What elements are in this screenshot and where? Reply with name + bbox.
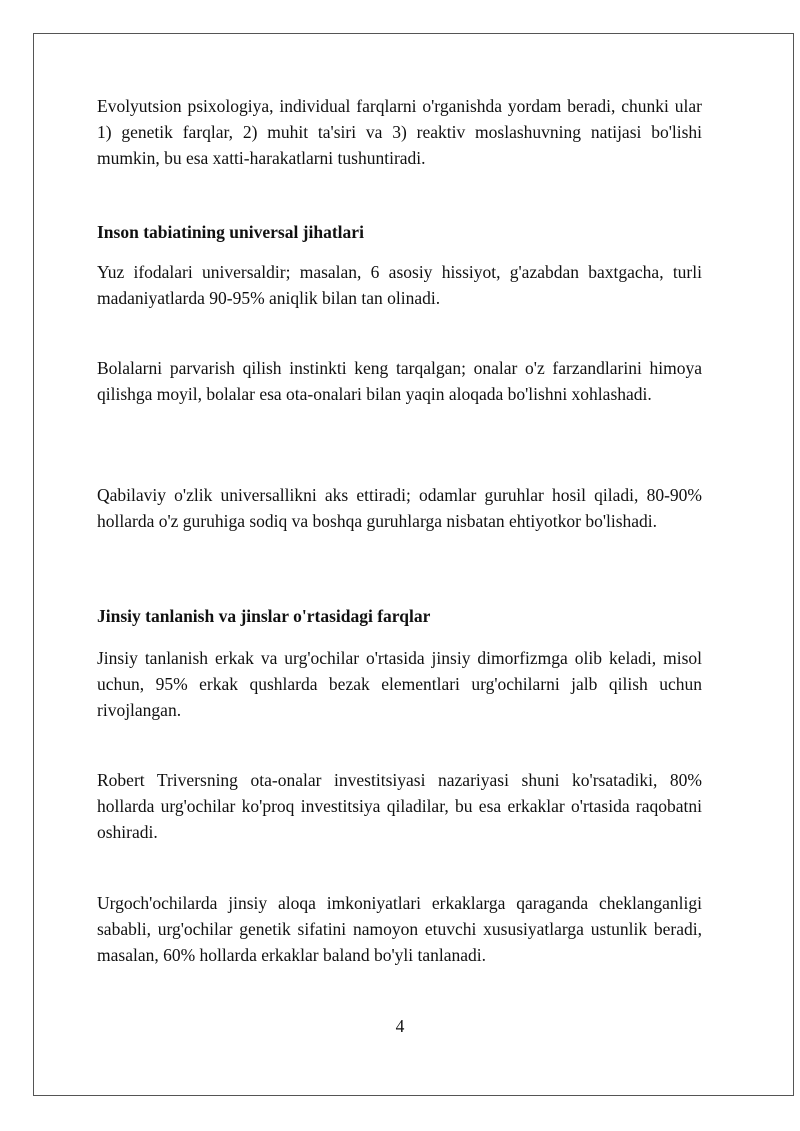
page-number: 4 <box>395 1016 405 1036</box>
paragraph-child-care-instinct: Bolalarni parvarish qilish instinkti keng tarqalgan; onalar o'z farzandlarini himoya qilishga moyil, bolalar esa ota-onalari bilan yaqin aloqada bo'lishni xohlashadi. <box>97 358 702 404</box>
heading-sexual-selection: Jinsiy tanlanish va jinslar o'rtasidagi farqlar <box>97 606 431 626</box>
paragraph-sexual-dimorphism: Jinsiy tanlanish erkak va urg'ochilar o'rtasida jinsiy dimorfizmga olib keladi, misol uchun, 95% erkak qushlarda bezak elementlari urg'ochilarni jalb qilish uchun rivojlangan. <box>97 648 702 720</box>
paragraph-facial-expressions: Yuz ifodalari universaldir; masalan, 6 asosiy hissiyot, g'azabdan baxtgacha, turli madaniyatlarda 90-95% aniqlik bilan tan olinadi. <box>97 262 702 308</box>
paragraph-evolutionary-psychology: Evolyutsion psixologiya, individual farqlarni o'rganishda yordam beradi, chunki ular 1) genetik farqlar, 2) muhit ta'siri va 3) reaktiv moslashuvning natijasi bo'lishi mumkin, bu esa xatti-harakatlarni tushuntiradi. <box>97 96 702 168</box>
paragraph-parental-investment: Robert Triversning ota-onalar investitsiyasi nazariyasi shuni ko'rsatadiki, 80% hollarda urg'ochilar ko'proq investitsiya qiladilar, bu esa erkaklar o'rtasida raqobatni oshiradi. <box>97 770 702 842</box>
paragraph-female-choice: Urgoch'ochilarda jinsiy aloqa imkoniyatlari erkaklarga qaraganda cheklanganligi sababli, urg'ochilar genetik sifatini namoyon etuvchi xususiyatlarga ustunlik beradi, masalan, 60% hollarda erkaklar baland bo'yli tanlanadi. <box>97 893 702 965</box>
heading-universal-aspects: Inson tabiatining universal jihatlari <box>97 222 364 242</box>
paragraph-tribal-identity: Qabilaviy o'zlik universallikni aks ettiradi; odamlar guruhlar hosil qiladi, 80-90% hollarda o'z guruhiga sodiq va boshqa guruhlarga nisbatan ehtiyotkor bo'lishadi. <box>97 485 702 531</box>
